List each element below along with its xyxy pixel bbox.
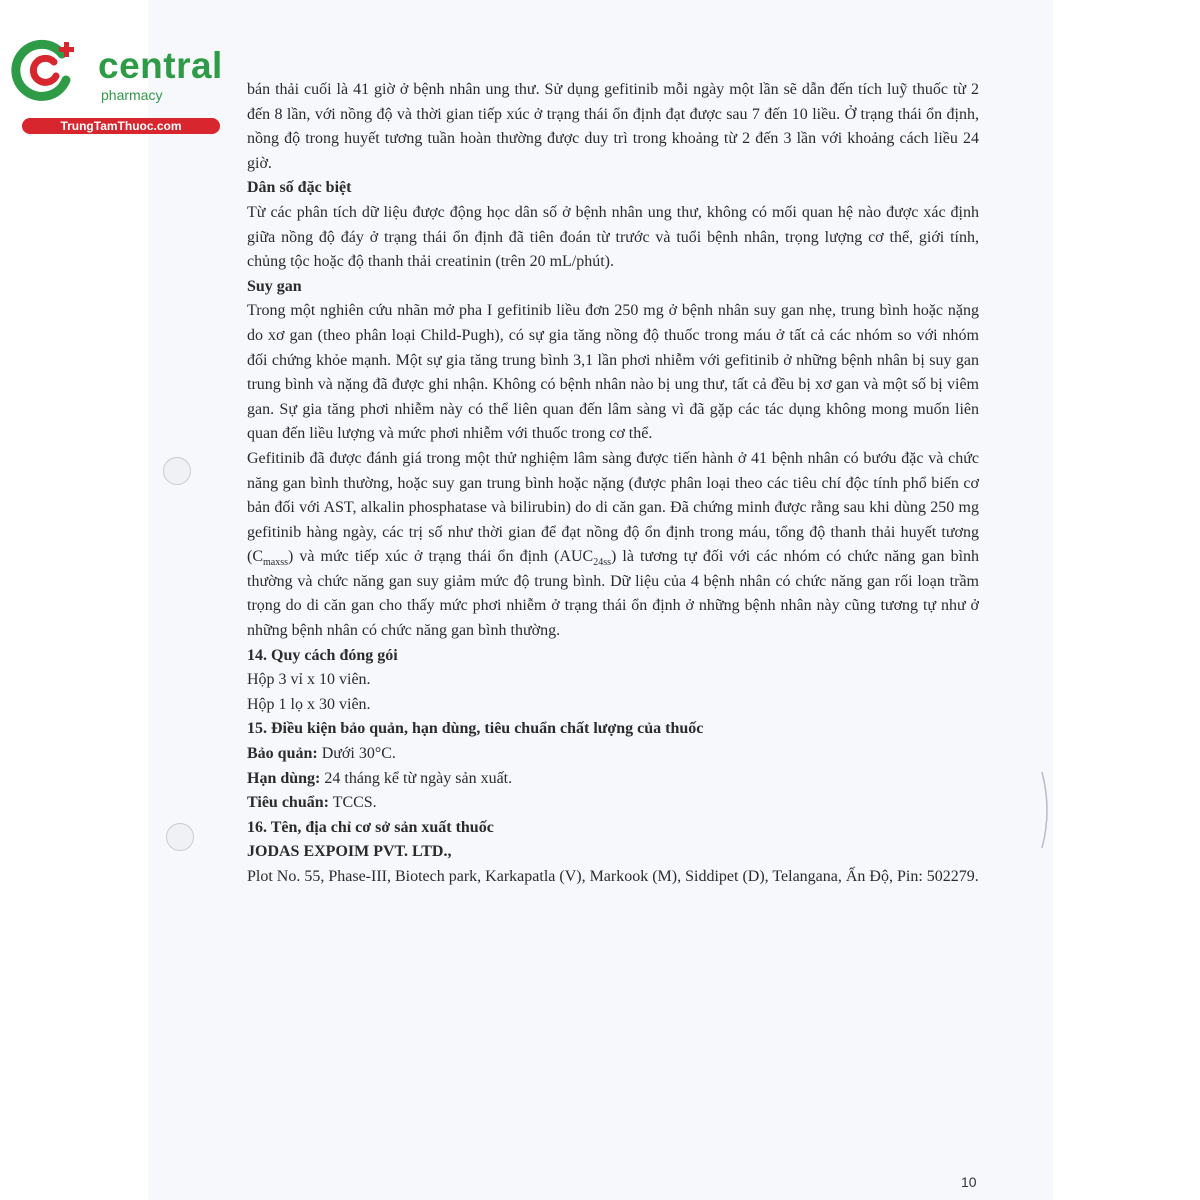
central-pharmacy-logo[interactable] [10, 36, 223, 136]
text-segment: ) là tương tự đối với các nhóm có chức năng gan bình thường và chức năng gan suy giảm mức độ trung bình. Dữ liệu của 4 bệnh nhân có chức năng gan rối loạn trầm trọng do di căn gan cho thấy mức phơi nhiễm ở trạng thái ổn định ở những bệnh nhân này cũng tương tự như ở những bệnh nhân có chức năng gan bình thường. [247, 548, 980, 640]
storage-value: Dưới 30°C. [317, 745, 396, 763]
text-segment: ) và mức tiếp xúc ở trạng thái ổn định (AUC [288, 548, 594, 566]
subscript-24ss: 24ss [593, 557, 612, 569]
paragraph-hepatic-trial [247, 447, 979, 644]
heading-section-14: 14. Quy cách đóng gói [247, 646, 398, 664]
logo-subtitle: pharmacy [101, 87, 163, 103]
paragraph-half-life: bán thải cuối là 41 giờ ở bệnh nhân ung thư. Sử dụng gefitinib mỗi ngày một lần sẽ dẫn đến tích luỹ thuốc từ 2 đến 8 lần, với nồng độ và thời gian tiếp xúc ở trạng thái ổn định đạt được sau 7 đến 10 liều. Ở trạng thái ổn định, nồng độ trong huyết tương tuần hoàn thường được duy trì trong khoảng từ 2 đến 3 lần với khoảng cách liều 24 giờ. [247, 81, 979, 172]
stamp-edge-mark [1040, 770, 1054, 850]
expiry-line [247, 767, 979, 792]
standard-label: Tiêu chuẩn: [247, 794, 329, 812]
manufacturer-address: Plot No. 55, Phase-III, Biotech park, Karkapatla (V), Markook (M), Siddipet (D), Telangana, Ấn Độ, Pin: 502279. [247, 868, 979, 885]
manufacturer-name: JODAS EXPOIM PVT. LTD., [247, 843, 452, 861]
heading-hepatic-impairment: Suy gan [247, 277, 302, 295]
text-segment: Gefitinib đã được đánh giá trong một thử nghiệm lâm sàng được tiến hành ở 41 bệnh nhân có bướu đặc và chức năng gan bình thường, hoặc suy gan trung bình hoặc nặng (được phân loại theo các tiêu chí độc tính phổ biến cơ bản đối với AST, alkalin phosphatase và bilirubin) do di căn gan. Đã chứng minh được rằng sau khi dùng 250 mg gefitinib hàng ngày, các trị số như thời gian để đạt nồng độ ổn định trong máu, tổng độ thanh thải huyết tương (C [247, 449, 979, 566]
standard-line [247, 791, 979, 816]
subscript-maxss: maxss [263, 557, 288, 569]
standard-value: TCCS. [328, 794, 377, 812]
expiry-label: Hạn dùng: [247, 769, 321, 787]
storage-label: Bảo quản: [247, 745, 318, 763]
logo-url-badge[interactable]: TrungTamThuoc.com [22, 118, 220, 134]
expiry-value: 24 tháng kể từ ngày sản xuất. [320, 769, 513, 787]
packaging-line: Hộp 3 vỉ x 10 viên. [247, 671, 371, 689]
punch-hole-mark [166, 823, 194, 851]
paragraph-hepatic-study: Trong một nghiên cứu nhãn mở pha I gefitinib liều đơn 250 mg ở bệnh nhân suy gan nhẹ, trung bình hoặc nặng do xơ gan (theo phân loại Child-Pugh), có sự gia tăng nồng độ thuốc trong máu ở tất cả các nhóm so với nhóm đối chứng khỏe mạnh. Một sự gia tăng trung bình 3,1 lần phơi nhiễm với gefitinib ở những bệnh nhân bị suy gan trung bình và nặng đã được ghi nhận. Không có bệnh nhân nào bị ung thư, tất cả đều bị xơ gan và một số bị viêm gan. Sự gia tăng phơi nhiễm này có thể liên quan đến lâm sàng vì đã gặp các tác dụng không mong muốn liên quan đến liều lượng và mức phơi nhiễm với thuốc trong cơ thể. [247, 302, 979, 443]
heading-section-16: 16. Tên, địa chỉ cơ sở sản xuất thuốc [247, 818, 494, 836]
pharmacy-cross-logo-icon [10, 36, 80, 106]
heading-section-15: 15. Điều kiện bảo quản, hạn dùng, tiêu chuẩn chất lượng của thuốc [247, 720, 704, 738]
paragraph-special-populations: Từ các phân tích dữ liệu được động học dân số ở bệnh nhân ung thư, không có mối quan hệ nào được xác định giữa nồng độ đáy ở trạng thái ổn định đã tiên đoán từ trước và tuổi bệnh nhân, trọng lượng cơ thể, giới tính, chủng tộc hoặc độ thanh thải creatinin (trên 20 mL/phút). [247, 203, 979, 271]
logo-name: central [98, 45, 223, 86]
document-body [247, 78, 979, 890]
packaging-line: Hộp 1 lọ x 30 viên. [247, 695, 371, 713]
punch-hole-mark [163, 457, 191, 485]
page-number: 10 [961, 1174, 977, 1190]
storage-line [247, 742, 979, 767]
heading-special-populations: Dân số đặc biệt [247, 179, 352, 197]
